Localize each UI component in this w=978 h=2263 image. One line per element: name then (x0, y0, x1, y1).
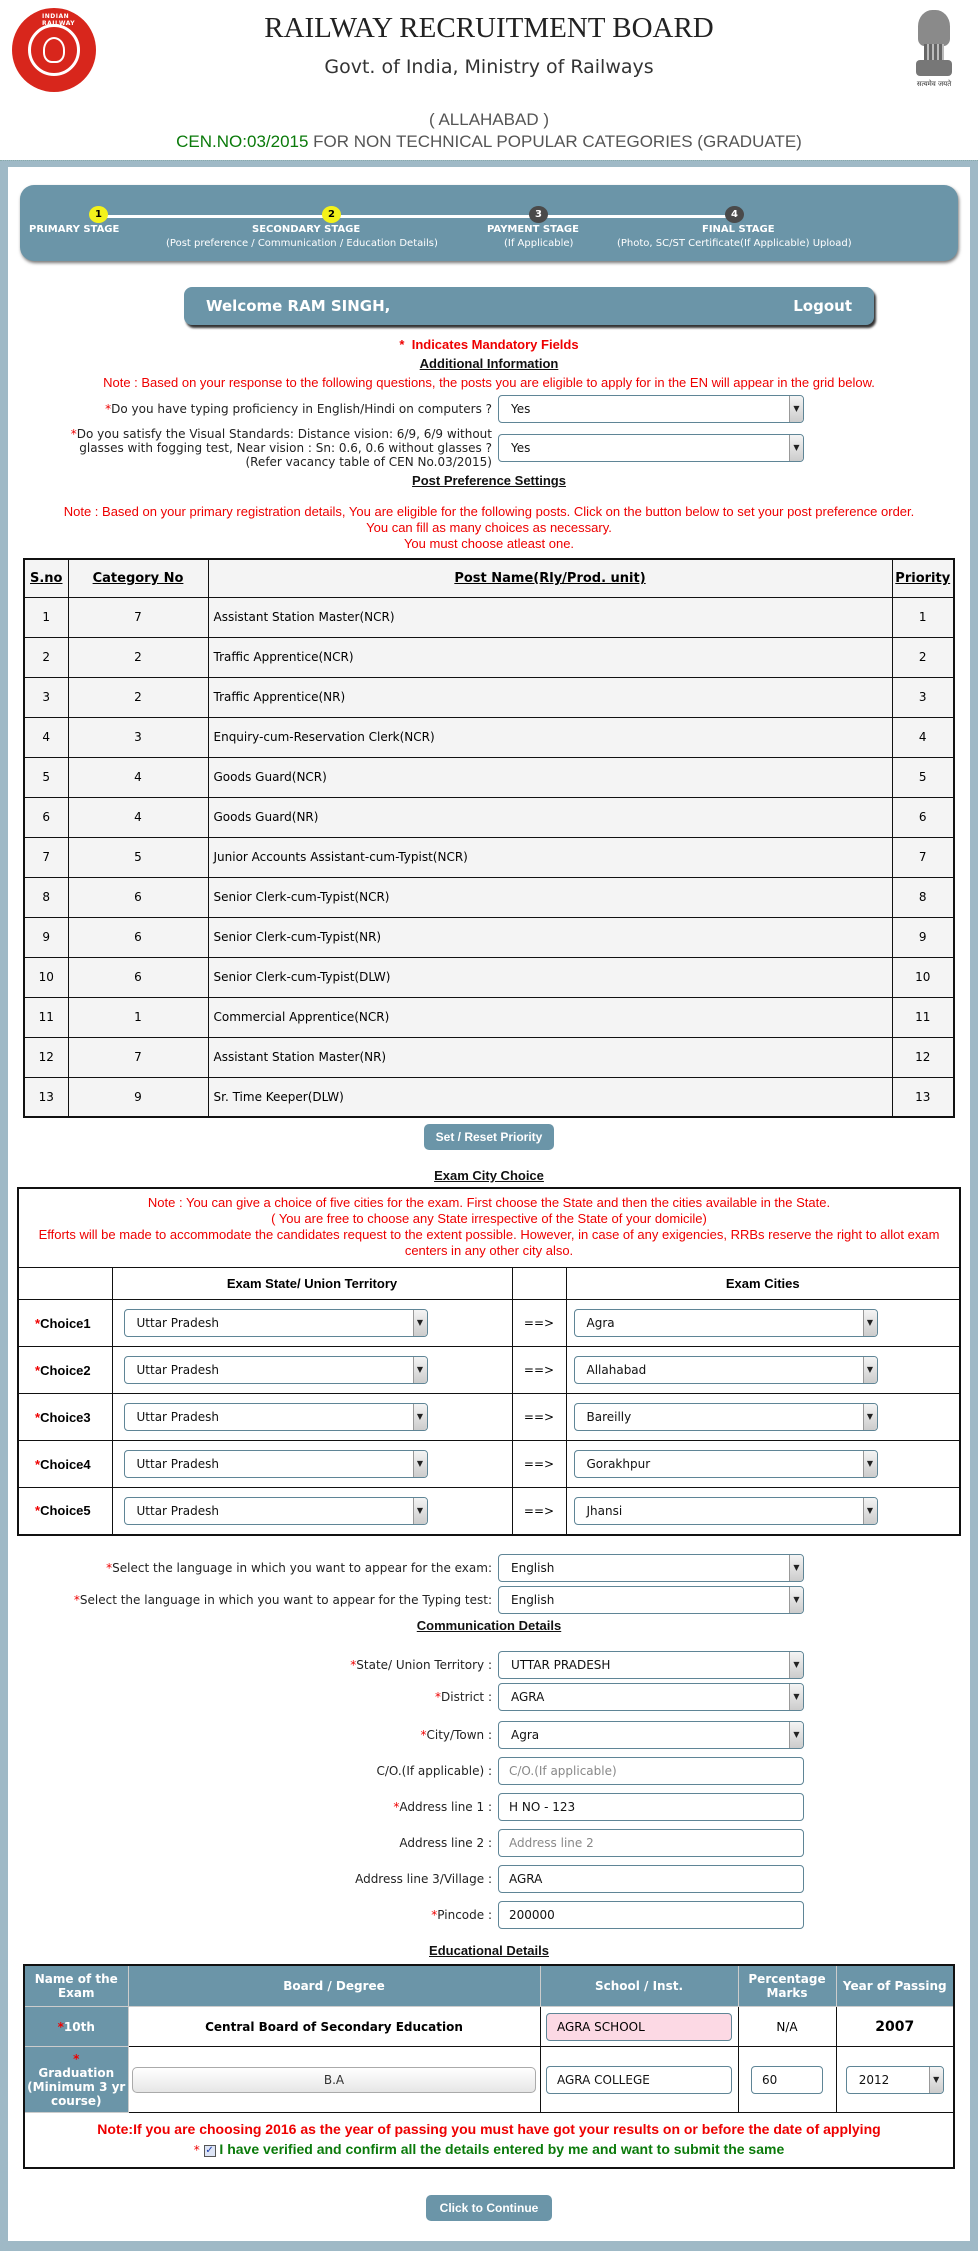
column-header-sno: S.no (24, 559, 68, 597)
priority-cell: 7 (892, 837, 954, 877)
category-cell: 7 (68, 597, 208, 637)
priority-cell: 13 (892, 1077, 954, 1117)
sno-cell: 11 (24, 997, 68, 1037)
passing-year-note: Note:If you are choosing 2016 as the year of passing you must have got your results on or before the date of applying (97, 2121, 881, 2137)
exam-language-select[interactable]: English ▼ (498, 1554, 804, 1582)
category-cell: 7 (68, 1037, 208, 1077)
degree-select-button[interactable]: B.A (132, 2067, 536, 2093)
city-label: City/Town : (426, 1727, 492, 1742)
post-name-cell: Commercial Apprentice(NCR) (208, 997, 892, 1037)
sno-cell: 12 (24, 1037, 68, 1077)
main-content: 1 2 3 4 PRIMARY STAGE SECONDARY STAGE (Post preference / Communication / Education Details) PAYMENT STAGE (If Applicable) FINAL STAGE (Photo, SC/ST Certificate(If Applicable) Upload) Welcome RAM SINGH, Logout * Indicates Mandatory Fields Additional Information Note : Based on your response to the following questions, the posts you are eligible to apply for in the EN will appear in the grid below. *Do you have typing proficiency in English/Hindi on computers ? Yes ▼ *Do you satisfy the Visual Standards: Distance vision: 6/9, 6/9 without glasses with fogging test, Near vision : Sn: 0.6, 0.6 without glasses ? (Refer vacancy table of CEN No.03/2015) Yes ▼ Post Preference Settings Note : Based on your primary registration details, You are eligible for the following posts. Click on the button below to set your post preference order. You can fill as many choices as necessary. You must choose atleast one. S.no Category No Post Name(Rly/Prod. unit) Priority 1 7 Assistant Station Master(NCR) 1 2 2 Traffic Apprentice(NCR) 2 3 2 Traffic Apprentice(NR) 3 4 3 Enquiry-cum-Reservation Clerk(NCR) 4 5 4 Goods Guard(NCR) 5 6 4 Goods Guard(NR) 6 7 5 Junior Accounts Assistant-cum-Typist(NCR) 7 8 6 Senior Clerk-cum-Typist(NCR) 8 9 6 Senior Clerk-cum-Typist(NR) 9 10 6 Senior Clerk-cum-Typist(DLW) 10 11 1 Commercial Apprentice(NCR) 11 12 7 Assistant Station Master(NR) 12 13 9 Sr. Time Keeper(DLW) 13 Set / Reset Priority Exam City Choice Note : You can give a choice of five cities for the exam. First choose the State and then the cities available in the State. ( You are free to choose any State irrespective of the State of your domicile) Efforts will be made to accommodate the candidates request to the extent possible. However, in case of any exigencies, RRBs reserve the right to allot exam centers in any other city also. Exam State/ Union Territory Exam Cities *Choice1 Uttar Pradesh ▼ ==> Agra ▼ *Choice2 Uttar Pradesh ▼ ==> Allahabad ▼ *Choice3 Uttar Pradesh ▼ ==> Bareilly ▼ *Choice4 Uttar Pradesh ▼ ==> Gorakhpur ▼ *Choice5 Uttar Pradesh ▼ ==> Jhansi ▼ *Select the language in which you want to appear for the exam: English ▼ *Select the language in which you want to appear for the Typing test: English ▼ Communication Details *State/ Union Territory : UTTAR PRADESH ▼ *District : AGRA ▼ *City/Town : Agra ▼ C/O.(If applicable) : C/O.(If applicable) *Address line 1 : H NO - 123 Address line 2 : Address line 2 Address line 3/Village : AGRA *Pincode : 200000 Educational Details Name of the Exam Board / Degree School / Inst. Percentage Marks Year of Passing *10th Central Board of Secondary Education AGRA SCHOOL N/A 2007 * Graduation (Minimum 3 yr course) B.A AGRA COLLEGE 60 2012 ▼ Note:If you are choosing 2016 as the year of passing you must have got your results on or before the date of applying * ✓ I have verified and confirm all the details entered by me and want to submit the same Click to Continue (8, 167, 970, 2241)
priority-cell: 12 (892, 1037, 954, 1077)
year-select-graduation[interactable]: 2012 ▼ (846, 2066, 944, 2094)
state-label: State/ Union Territory : (356, 1657, 492, 1672)
page-subtitle: Govt. of India, Ministry of Railways (324, 56, 654, 78)
exam-city-table (17, 1187, 961, 1536)
school-input-10th[interactable]: AGRA SCHOOL (546, 2013, 732, 2041)
communication-title: Communication Details (416, 1617, 562, 1633)
exam-city-choice-row: *Choice1 Uttar Pradesh ▼ ==> Agra ▼ (18, 1300, 960, 1347)
exam-state-select[interactable]: Uttar Pradesh ▼ (124, 1403, 428, 1431)
choice-label: Choice4 (40, 1456, 91, 1472)
dropdown-arrow-icon: ▼ (789, 1555, 803, 1581)
post-pref-note-2: You can fill as many choices as necessary. (366, 520, 612, 535)
column-header-exam-cities: Exam Cities (566, 1268, 960, 1300)
stage-1-indicator: 1 (89, 206, 108, 223)
column-header-exam-state: Exam State/ Union Territory (112, 1268, 512, 1300)
typing-language-select[interactable]: English ▼ (498, 1586, 804, 1614)
column-header-school: School / Inst. (540, 1965, 738, 2007)
typing-proficiency-row: *Do you have typing proficiency in English/Hindi on computers ? Yes ▼ (14, 395, 964, 423)
continue-button[interactable]: Click to Continue (426, 2195, 553, 2221)
stage-2-indicator: 2 (322, 206, 341, 223)
post-table-row (24, 877, 954, 917)
post-name-cell: Senior Clerk-cum-Typist(NR) (208, 917, 892, 957)
exam-city-choice-row: *Choice5 Uttar Pradesh ▼ ==> Jhansi ▼ (18, 1488, 960, 1535)
board-value: Central Board of Secondary Education (128, 2007, 540, 2047)
address1-label: Address line 1 : (399, 1799, 492, 1814)
dropdown-arrow-icon: ▼ (929, 2067, 943, 2093)
post-pref-note-1: Note : Based on your primary registration details, You are eligible for the following posts. Click on the button below to set your post preference order. (63, 504, 915, 519)
dropdown-arrow-icon: ▼ (789, 435, 803, 461)
typing-language-row: *Select the language in which you want to appear for the Typing test: English ▼ (14, 1586, 964, 1614)
choice-label: Choice1 (40, 1315, 91, 1331)
stage-3-name: PAYMENT STAGE (487, 224, 579, 235)
exam-city-select[interactable]: Jhansi ▼ (574, 1497, 878, 1525)
post-name-cell: Traffic Apprentice(NR) (208, 677, 892, 717)
welcome-bar (184, 287, 874, 325)
stage-4-indicator: 4 (725, 206, 744, 223)
sno-cell: 10 (24, 957, 68, 997)
education-title: Educational Details (429, 1942, 549, 1958)
dropdown-arrow-icon: ▼ (789, 1722, 803, 1748)
education-row-10th: *10th Central Board of Secondary Education AGRA SCHOOL N/A 2007 (24, 2007, 954, 2047)
post-name-cell: Enquiry-cum-Reservation Clerk(NCR) (208, 717, 892, 757)
visual-standards-select[interactable]: Yes ▼ (498, 434, 804, 462)
post-table-row (24, 797, 954, 837)
national-emblem-logo: सत्यमेव जयते (908, 6, 960, 94)
exam-city-choice-row: *Choice4 Uttar Pradesh ▼ ==> Gorakhpur ▼ (18, 1441, 960, 1488)
post-name-cell: Assistant Station Master(NR) (208, 1037, 892, 1077)
column-header-priority: Priority (892, 559, 954, 597)
column-header-exam: Name of the Exam (24, 1965, 128, 2007)
priority-cell: 8 (892, 877, 954, 917)
choice-label: Choice3 (40, 1409, 91, 1425)
priority-cell: 2 (892, 637, 954, 677)
post-name-cell: Goods Guard(NR) (208, 797, 892, 837)
welcome-text: Welcome RAM SINGH, (206, 297, 391, 315)
column-header-post-name: Post Name(Rly/Prod. unit) (208, 559, 892, 597)
exam-state-select[interactable]: Uttar Pradesh ▼ (124, 1356, 428, 1384)
post-table-row (24, 837, 954, 877)
dropdown-arrow-icon: ▼ (413, 1451, 427, 1477)
column-header-category: Category No (68, 559, 208, 597)
typing-language-label: Select the language in which you want to appear for the Typing test: (79, 1592, 492, 1607)
address2-input[interactable]: Address line 2 (498, 1829, 804, 1857)
dropdown-arrow-icon: ▼ (863, 1404, 877, 1430)
stage-2-name: SECONDARY STAGE (252, 224, 361, 235)
co-label: C/O.(If applicable) : (376, 1763, 492, 1778)
exam-city-note-2: ( You are free to choose any State irrespective of the State of your domicile) (271, 1211, 707, 1226)
category-cell: 2 (68, 637, 208, 677)
cen-number: CEN.NO:03/2015 (176, 132, 309, 151)
page-title: RAILWAY RECRUITMENT BOARD (264, 12, 714, 44)
category-cell: 6 (68, 957, 208, 997)
dropdown-arrow-icon: ▼ (413, 1498, 427, 1524)
cen-description: FOR NON TECHNICAL POPULAR CATEGORIES (GRADUATE) (308, 132, 802, 151)
district-label: District : (441, 1689, 492, 1704)
sno-cell: 5 (24, 757, 68, 797)
priority-cell: 10 (892, 957, 954, 997)
stage-3-indicator: 3 (529, 206, 548, 223)
pincode-label: Pincode : (437, 1907, 492, 1922)
category-cell: 1 (68, 997, 208, 1037)
exam-city-select[interactable]: Bareilly ▼ (574, 1403, 878, 1431)
dropdown-arrow-icon: ▼ (789, 1684, 803, 1710)
board-location: ( ALLAHABAD ) (429, 110, 549, 129)
post-name-cell: Sr. Time Keeper(DLW) (208, 1077, 892, 1117)
arrow-text: ==> (512, 1394, 566, 1441)
priority-cell: 1 (892, 597, 954, 637)
dropdown-arrow-icon: ▼ (413, 1310, 427, 1336)
exam-city-note-3: Efforts will be made to accommodate the candidates request to the extent possible. However, in case of any exigencies, RRBs reserve the right to allot exam centers in any other city also. (38, 1227, 940, 1258)
city-select[interactable]: Agra ▼ (498, 1721, 804, 1749)
state-select[interactable]: UTTAR PRADESH ▼ (498, 1651, 804, 1679)
dropdown-arrow-icon: ▼ (863, 1451, 877, 1477)
priority-cell: 9 (892, 917, 954, 957)
stage-4-sub: (Photo, SC/ST Certificate(If Applicable) Upload) (617, 238, 852, 249)
sno-cell: 13 (24, 1077, 68, 1117)
indian-railway-logo: INDIAN RAILWAY (12, 8, 96, 92)
school-input-graduation[interactable]: AGRA COLLEGE (546, 2066, 732, 2094)
stage-connector (330, 215, 538, 218)
dropdown-arrow-icon: ▼ (863, 1310, 877, 1336)
category-cell: 9 (68, 1077, 208, 1117)
exam-state-select[interactable]: Uttar Pradesh ▼ (124, 1309, 428, 1337)
cen-heading (0, 132, 978, 152)
exam-city-select[interactable]: Allahabad ▼ (574, 1356, 878, 1384)
exam-city-note-1: Note : You can give a choice of five cities for the exam. First choose the State and then the cities available in the State. (147, 1195, 831, 1210)
dropdown-arrow-icon: ▼ (789, 1587, 803, 1613)
address2-label: Address line 2 : (399, 1835, 492, 1850)
post-preference-title: Post Preference Settings (412, 473, 566, 488)
exam-city-title: Exam City Choice (434, 1168, 544, 1183)
priority-cell: 3 (892, 677, 954, 717)
set-reset-priority-button[interactable]: Set / Reset Priority (424, 1124, 555, 1150)
priority-cell: 11 (892, 997, 954, 1037)
post-preference-table (23, 558, 955, 1118)
sno-cell: 7 (24, 837, 68, 877)
post-name-cell: Senior Clerk-cum-Typist(DLW) (208, 957, 892, 997)
category-cell: 4 (68, 797, 208, 837)
address3-input[interactable]: AGRA (498, 1865, 804, 1893)
column-header-board: Board / Degree (128, 1965, 540, 2007)
choice-label: Choice2 (40, 1362, 91, 1378)
exam-city-select[interactable]: Gorakhpur ▼ (574, 1450, 878, 1478)
column-header-percentage: Percentage Marks (738, 1965, 836, 2007)
post-table-row (24, 597, 954, 637)
education-table: Name of the Exam Board / Degree School / Inst. Percentage Marks Year of Passing *10th Central Board of Secondary Education AGRA SCHOOL N/A 2007 * Graduation (Minimum 3 yr course) B.A AGRA COLLEGE 60 2012 ▼ Note:If you are choosing 2016 as the year of passing you must have got your results on or before the date of applying * ✓ I have verified and confirm all the details entered by me and want to submit the same (23, 1964, 955, 2170)
post-table-row (24, 677, 954, 717)
exam-state-select[interactable]: Uttar Pradesh ▼ (124, 1450, 428, 1478)
arrow-text: ==> (512, 1300, 566, 1347)
additional-info-title: Additional Information (419, 356, 559, 371)
post-name-cell: Assistant Station Master(NCR) (208, 597, 892, 637)
visual-standards-label: Do you satisfy the Visual Standards: Distance vision: 6/9, 6/9 without (76, 427, 492, 441)
post-table-row (24, 757, 954, 797)
priority-cell: 4 (892, 717, 954, 757)
typing-proficiency-select[interactable]: Yes ▼ (498, 395, 804, 423)
category-cell: 4 (68, 757, 208, 797)
visual-standards-row: *Do you satisfy the Visual Standards: Distance vision: 6/9, 6/9 without glasses with fogging test, Near vision : Sn: 0.6, 0.6 without glasses ? (Refer vacancy table of CEN No.03/2015) Yes ▼ (14, 427, 964, 469)
post-table-row (24, 997, 954, 1037)
sno-cell: 4 (24, 717, 68, 757)
confirm-label: I have verified and confirm all the details entered by me and want to submit the same (219, 2141, 785, 2157)
arrow-text: ==> (512, 1347, 566, 1394)
priority-cell: 6 (892, 797, 954, 837)
district-select[interactable]: AGRA ▼ (498, 1683, 804, 1711)
exam-city-choice-row: *Choice2 Uttar Pradesh ▼ ==> Allahabad ▼ (18, 1347, 960, 1394)
stage-connector (98, 215, 330, 218)
mandatory-note: * Indicates Mandatory Fields (399, 337, 579, 352)
main-frame (0, 160, 978, 2251)
sno-cell: 8 (24, 877, 68, 917)
percentage-10th: N/A (738, 2007, 836, 2047)
stage-4-name: FINAL STAGE (702, 224, 775, 235)
sno-cell: 2 (24, 637, 68, 677)
logout-link[interactable]: Logout (793, 297, 852, 315)
arrow-text: ==> (512, 1441, 566, 1488)
post-table-row (24, 957, 954, 997)
exam-language-row: *Select the language in which you want to appear for the exam: English ▼ (14, 1554, 964, 1582)
arrow-text: ==> (512, 1488, 566, 1535)
dropdown-arrow-icon: ▼ (863, 1498, 877, 1524)
stage-3-sub: (If Applicable) (504, 238, 574, 249)
post-table-row (24, 637, 954, 677)
dropdown-arrow-icon: ▼ (789, 1652, 803, 1678)
typing-proficiency-label: Do you have typing proficiency in English/Hindi on computers ? (111, 402, 492, 416)
education-row-graduation: * Graduation (Minimum 3 yr course) B.A AGRA COLLEGE 60 2012 ▼ (24, 2047, 954, 2113)
additional-info-note: Note : Based on your response to the following questions, the posts you are eligible to apply for in the EN will appear in the grid below. (103, 375, 875, 390)
co-input[interactable]: C/O.(If applicable) (498, 1757, 804, 1785)
category-cell: 2 (68, 677, 208, 717)
sno-cell: 9 (24, 917, 68, 957)
post-name-cell: Senior Clerk-cum-Typist(NCR) (208, 877, 892, 917)
address1-input[interactable]: H NO - 123 (498, 1793, 804, 1821)
dropdown-arrow-icon: ▼ (413, 1404, 427, 1430)
exam-city-select[interactable]: Agra ▼ (574, 1309, 878, 1337)
stage-1-name: PRIMARY STAGE (29, 224, 120, 235)
post-table-row (24, 1037, 954, 1077)
confirm-checkbox[interactable]: ✓ (205, 2144, 214, 2156)
stage-connector (538, 215, 734, 218)
sno-cell: 1 (24, 597, 68, 637)
category-cell: 6 (68, 917, 208, 957)
category-cell: 3 (68, 717, 208, 757)
pincode-input[interactable]: 200000 (498, 1901, 804, 1929)
post-name-cell: Junior Accounts Assistant-cum-Typist(NCR) (208, 837, 892, 877)
column-header-year: Year of Passing (836, 1965, 954, 2007)
percentage-input-graduation[interactable]: 60 (751, 2066, 823, 2094)
post-table-row (24, 917, 954, 957)
post-name-cell: Traffic Apprentice(NCR) (208, 637, 892, 677)
dropdown-arrow-icon: ▼ (863, 1357, 877, 1383)
dropdown-arrow-icon: ▼ (789, 396, 803, 422)
stage-2-sub: (Post preference / Communication / Education Details) (166, 238, 438, 249)
sno-cell: 6 (24, 797, 68, 837)
priority-cell: 5 (892, 757, 954, 797)
address3-label: Address line 3/Village : (355, 1871, 492, 1886)
exam-state-select[interactable]: Uttar Pradesh ▼ (124, 1497, 428, 1525)
post-name-cell: Goods Guard(NCR) (208, 757, 892, 797)
choice-label: Choice5 (40, 1503, 91, 1519)
stage-progress-bar (20, 185, 958, 261)
year-10th: 2007 (836, 2007, 954, 2047)
page-header (0, 0, 978, 160)
category-cell: 6 (68, 877, 208, 917)
post-pref-note-3: You must choose atleast one. (403, 536, 575, 551)
post-table-row (24, 1077, 954, 1117)
sno-cell: 3 (24, 677, 68, 717)
dropdown-arrow-icon: ▼ (413, 1357, 427, 1383)
post-table-row (24, 717, 954, 757)
category-cell: 5 (68, 837, 208, 877)
exam-city-choice-row: *Choice3 Uttar Pradesh ▼ ==> Bareilly ▼ (18, 1394, 960, 1441)
exam-language-label: Select the language in which you want to appear for the exam: (112, 1560, 492, 1575)
